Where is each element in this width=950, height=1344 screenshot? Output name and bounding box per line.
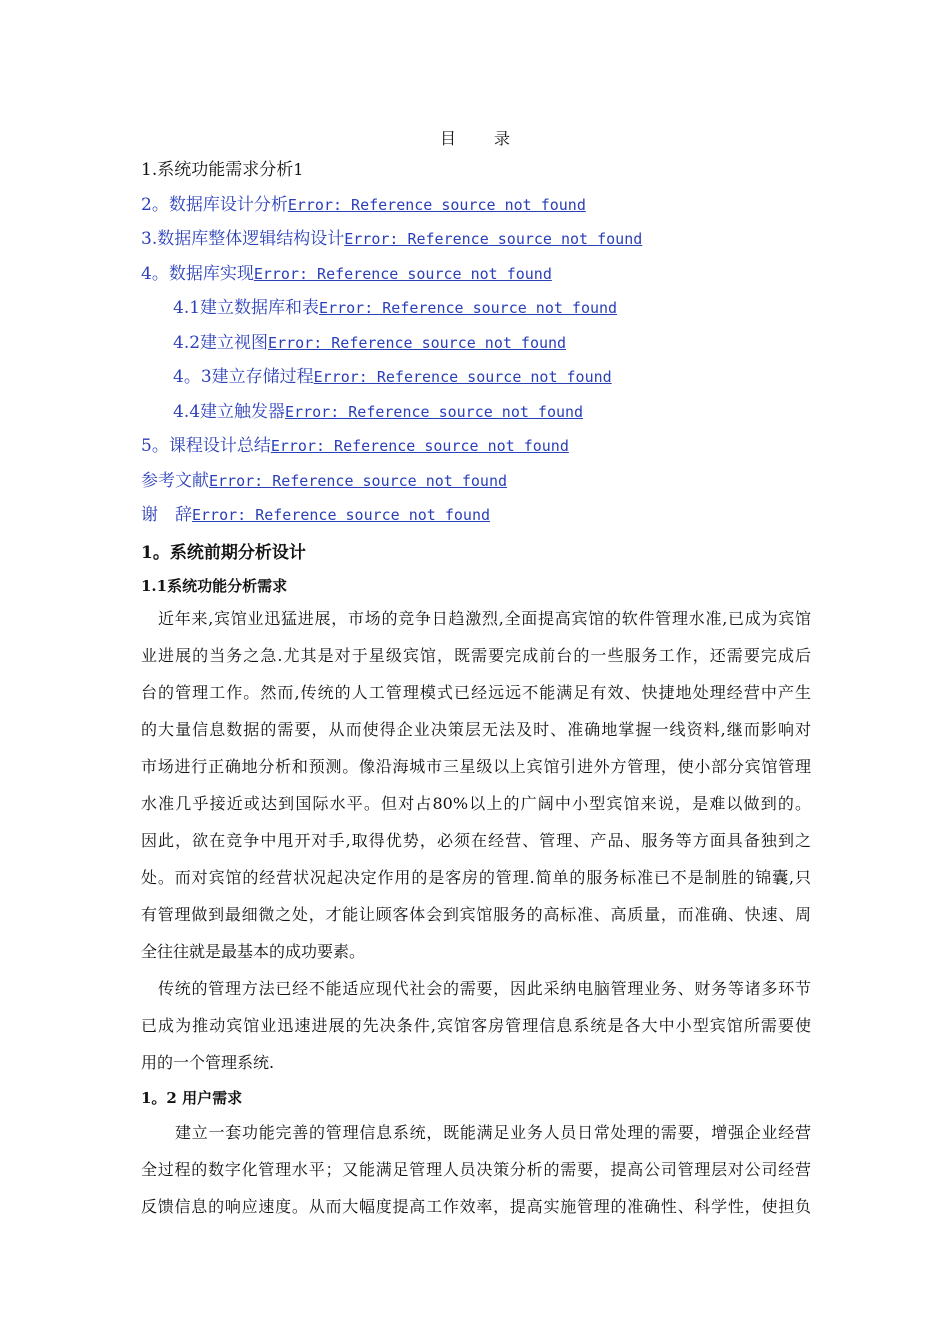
toc-entry-4-3[interactable] (141, 365, 841, 400)
toc-entry-ref-link[interactable]: Error: Reference source not found (319, 299, 618, 317)
paragraph-line: 用的一个管理系统. (141, 1053, 275, 1072)
toc-title (0, 126, 950, 149)
paragraph-line: 有管理做到最细微之处，才能让顾客体会到宾馆服务的高标准、高质量，而准确、快速、周 (141, 905, 811, 924)
toc-entry-label: 4.2建立视图 (173, 332, 269, 353)
toc-entry-ref-link[interactable]: Error: Reference source not found (268, 333, 567, 352)
toc-entry-label: 参考文献 (141, 470, 209, 491)
toc-entry-label: 谢 辞 (141, 505, 192, 525)
toc-entry-1[interactable] (141, 158, 841, 193)
paragraph-line: 建立一套功能完善的管理信息系统，既能满足业务人员日常处理的需要，增强企业经营 (175, 1123, 811, 1142)
toc-entry-2[interactable] (141, 193, 841, 228)
toc-entry-label: 5。课程设计总结 (141, 436, 271, 456)
toc-entry-4-4[interactable] (141, 400, 841, 435)
paragraph-line: 因此，欲在竞争中甩开对手,取得优势，必须在经营、管理、产品、服务等方面具备独到之 (141, 831, 811, 850)
toc-entry-4-1[interactable] (141, 296, 841, 331)
toc-entry-ref-link[interactable]: Error: Reference source not found (287, 195, 586, 214)
toc-title-right: 录 (494, 129, 511, 148)
paragraph-line: 全过程的数字化管理水平；又能满足管理人员决策分析的需要，提高公司管理层对公司经营 (141, 1160, 811, 1179)
toc-entry-5[interactable] (141, 434, 841, 469)
paragraph-line: 业进展的当务之急.尤其是对于星级宾馆，既需要完成前台的一些服务工作，还需要完成后 (141, 646, 811, 665)
toc-entry-label: 3.数据库整体逻辑结构设计 (141, 229, 345, 249)
paragraph-2 (141, 976, 811, 1087)
toc-entry-page: 1 (293, 160, 304, 179)
toc-entry-ref-link[interactable]: Error: Reference source not found (209, 471, 508, 490)
paragraph-3 (141, 1120, 811, 1231)
paragraph-line: 全往往就是最基本的成功要素。 (141, 942, 366, 961)
section-heading-1: 1。系统前期分析设计 (141, 543, 306, 563)
toc-entry-label: 4。3建立存储过程 (173, 367, 314, 387)
toc-entry-label: 2。数据库设计分析 (141, 194, 288, 215)
toc-entry-label: 1.系统功能需求分析 (141, 160, 294, 180)
toc-title-left: 目 (439, 129, 456, 148)
toc-entry-label: 4。数据库实现 (141, 263, 254, 284)
toc-entry-3[interactable] (141, 227, 841, 262)
paragraph-line: 近年来,宾馆业迅猛进展，市场的竞争日趋激烈,全面提高宾馆的软件管理水准,已成为宾馆 (158, 609, 811, 628)
toc-entry-ref-link[interactable]: Error: Reference source not found (192, 506, 491, 524)
paragraph-line: 反馈信息的响应速度。从而大幅度提高工作效率，提高实施管理的准确性、科学性，使担负 (141, 1197, 811, 1216)
paragraph-line: 市场进行正确地分析和预测。像沿海城市三星级以上宾馆引进外方管理，使小部分宾馆管理 (141, 757, 811, 776)
paragraph-line: 水准几乎接近或达到国际水平。但对占80%以上的广阔中小型宾馆来说，是难以做到的。 (141, 794, 811, 813)
subsection-heading-1-2: 1。2 用户需求 (141, 1089, 243, 1107)
toc-entry-4-2[interactable] (141, 331, 841, 366)
toc-entry-ref-link[interactable]: Error: Reference source not found (285, 402, 584, 421)
toc-entry-ref-link[interactable]: Error: Reference source not found (313, 368, 612, 386)
toc-entry-acknowledgements[interactable] (141, 503, 841, 538)
paragraph-1 (141, 606, 811, 976)
toc-entry-4[interactable] (141, 262, 841, 297)
toc-entry-references[interactable] (141, 469, 841, 504)
toc-entry-ref-link[interactable]: Error: Reference source not found (270, 437, 569, 455)
subsection-heading-1-1: 1.1系统功能分析需求 (141, 577, 288, 595)
paragraph-line: 台的管理工作。然而,传统的人工管理模式已经远远不能满足有效、快捷地处理经营中产生 (141, 683, 811, 702)
toc-entry-label: 4.1建立数据库和表 (173, 298, 320, 318)
paragraph-line: 处。而对宾馆的经营状况起决定作用的是客房的管理.简单的服务标准已不是制胜的锦囊,只 (141, 868, 811, 887)
toc-entry-ref-link[interactable]: Error: Reference source not found (344, 230, 643, 248)
paragraph-line: 传统的管理方法已经不能适应现代社会的需要，因此采纳电脑管理业务、财务等诸多环节 (158, 979, 811, 998)
toc-entry-ref-link[interactable]: Error: Reference source not found (253, 264, 552, 283)
toc-entry-label: 4.4建立触发器 (173, 401, 286, 422)
table-of-contents (141, 158, 841, 538)
paragraph-line: 已成为推动宾馆业迅速进展的先决条件,宾馆客房管理信息系统是各大中小型宾馆所需要使 (141, 1016, 811, 1035)
paragraph-line: 的大量信息数据的需要，从而使得企业决策层无法及时、准确地掌握一线资料,继而影响对 (141, 720, 811, 739)
